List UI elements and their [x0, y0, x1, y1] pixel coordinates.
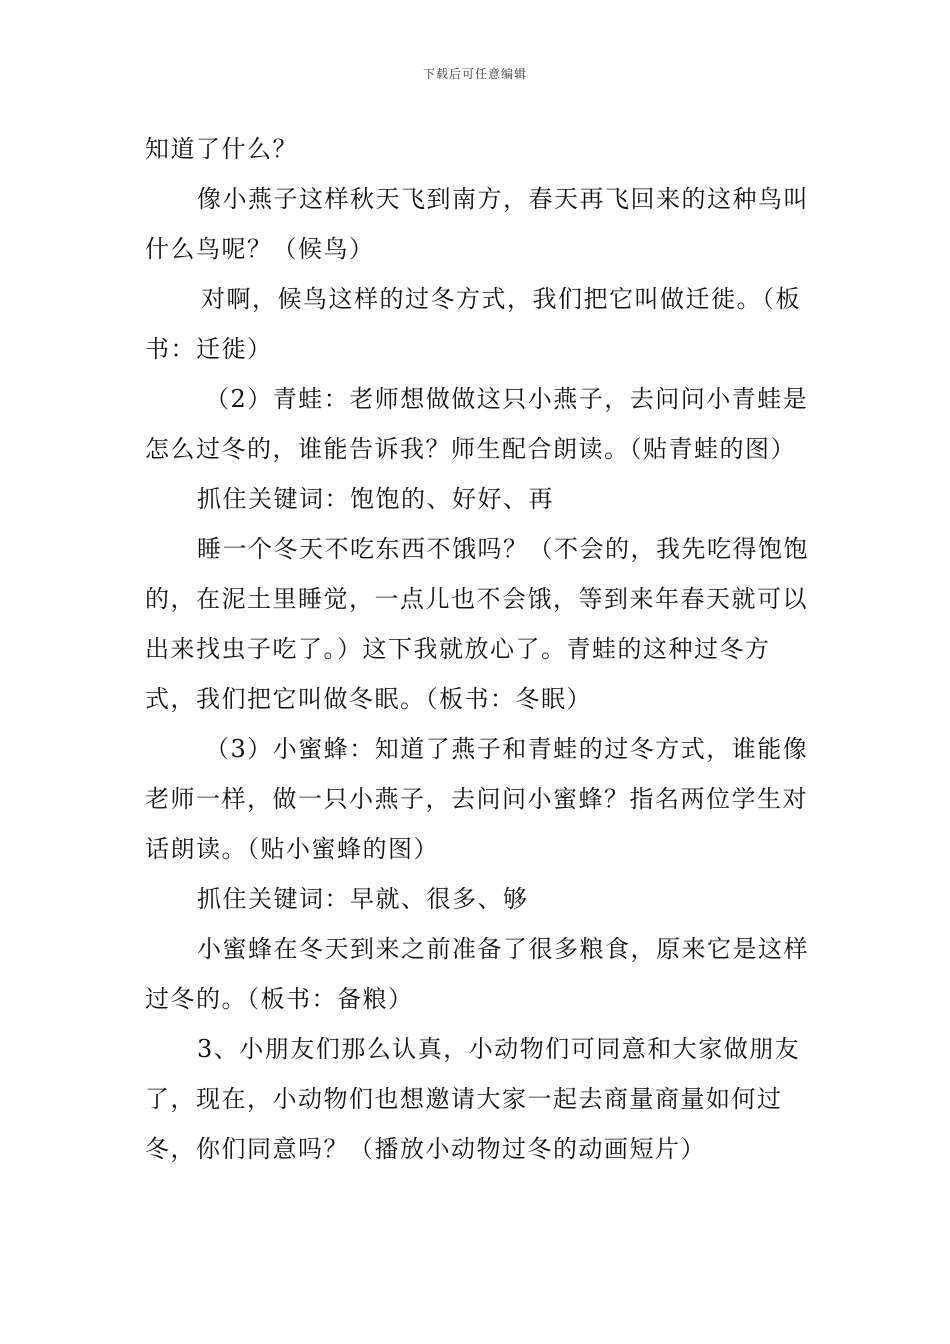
paragraph-7: （3）小蜜蜂：知道了燕子和青蛙的过冬方式，谁能像老师一样，做一只小燕子，去问问小蜜蜂？指名两位学生对话朗读。（贴小蜜蜂的图） — [145, 735, 809, 863]
paragraph-4: （2）青蛙：老师想做做这只小燕子，去问问小青蛙是怎么过冬的，谁能告诉我？师生配合朗读。（贴青蛙的图） — [145, 385, 809, 463]
paragraph-6: 睡一个冬天不吃东西不饿吗？（不会的，我先吃得饱饱的，在泥土里睡觉，一点儿也不会饿，等到来年春天就可以出来找虫子吃了。）这下我就放心了。青蛙的这种过冬方式，我们把它叫做冬眠。（板书：冬眠） — [145, 535, 809, 713]
paragraph-3: 对啊，候鸟这样的过冬方式，我们把它叫做迁徙。（板书：迁徙） — [145, 285, 801, 363]
paragraph-10: 3、小朋友们那么认真，小动物们可同意和大家做朋友了，现在，小动物们也想邀请大家一起去商量商量如何过冬，你们同意吗？（播放小动物过冬的动画短片） — [145, 1035, 801, 1163]
page-header: 下载后可任意编辑 — [422, 67, 527, 81]
paragraph-2: 像小燕子这样秋天飞到南方，春天再飞回来的这种鸟叫什么鸟呢？（候鸟） — [145, 185, 809, 263]
document-body — [145, 124, 810, 1174]
paragraph-8: 抓住关键词：早就、很多、够 — [197, 885, 529, 913]
paragraph-5: 抓住关键词：饱饱的、好好、再 — [197, 485, 554, 513]
paragraph-9: 小蜜蜂在冬天到来之前准备了很多粮食，原来它是这样过冬的。（板书：备粮） — [145, 935, 809, 1013]
paragraph-1: 知道了什么？ — [145, 135, 298, 163]
